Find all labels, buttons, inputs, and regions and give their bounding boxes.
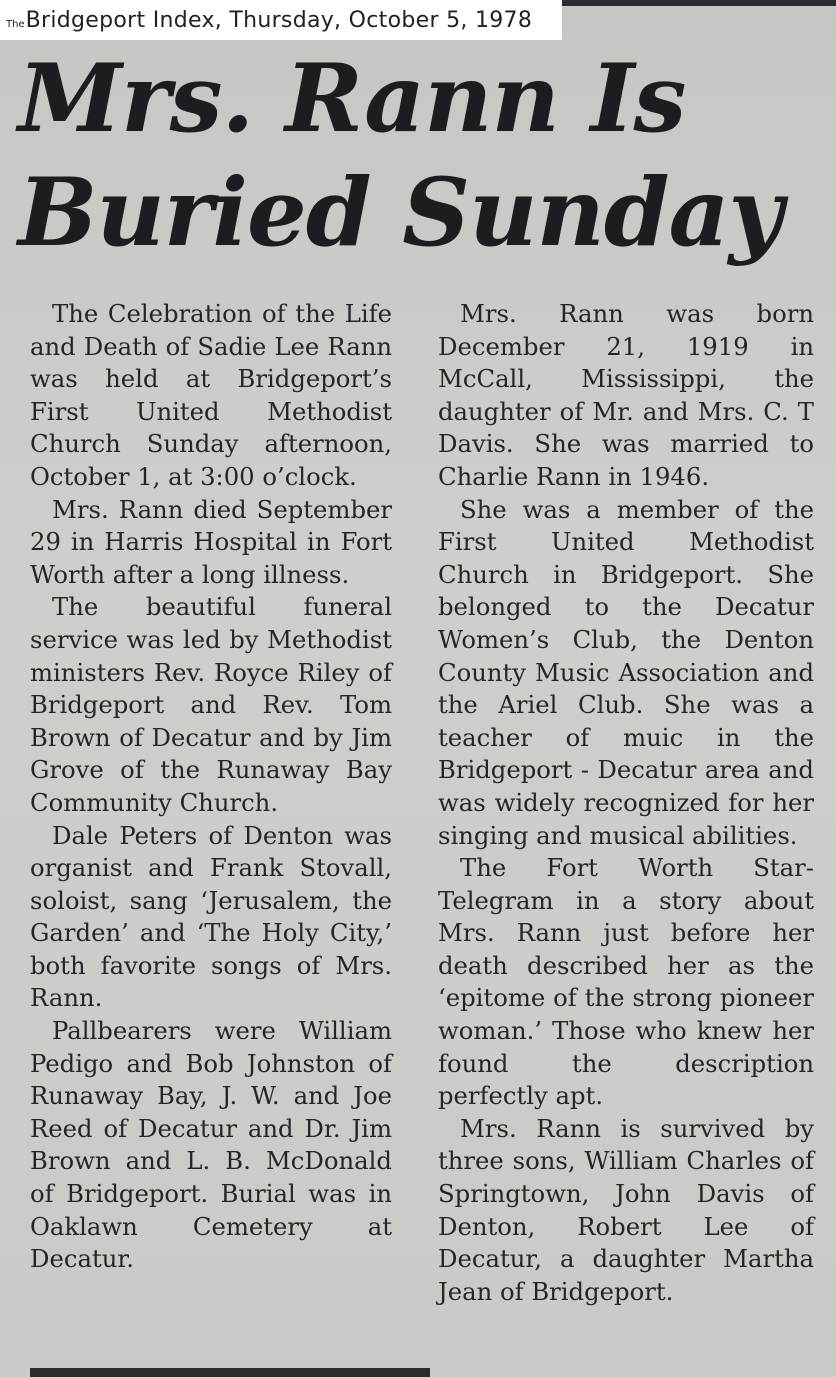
paragraph: She was a member of the First United Methodist Church in Bridgeport. She belonged to the Decatur Women’s Club, the Denton County Music Association and the Ariel Club. She was a teacher of muic in the Bridgeport - Decatur area and was widely recognized for her singing and musical abilities. [438,494,814,850]
paragraph: The Celebration of the Life and Death of Sadie Lee Rann was held at Bridgeport’s First United Methodist Church Sunday afternoon, October 1, at 3:00 o’clock. [30,299,392,491]
top-rule [560,0,836,6]
paragraph: The beautiful funeral service was led by Methodist ministers Rev. Royce Riley of Bridgeport and Rev. Tom Brown of Decatur and by Jim Grove of the Runaway Bay Community Church. [30,592,392,817]
headline-line-2: Buried Sunday [18,158,783,268]
paragraph: Dale Peters of Denton was organist and Frank Stovall, soloist, sang ‘Jerusalem, the Garden’ and ‘The Holy City,’ both favorite songs of Mrs. Rann. [30,820,392,1013]
headline-line-1: Mrs. Rann Is [18,44,686,154]
paragraph: The Fort Worth Star-Telegram in a story about Mrs. Rann just before her death described her as the ‘epitome of the strong pioneer woman.’ Those who knew her found the description perfectly apt. [438,853,814,1111]
headline [18,42,828,270]
paragraph: Mrs. Rann died September 29 in Harris Hospital in Fort Worth after a long illness. [30,494,392,589]
masthead-text: Bridgeport Index, Thursday, October 5, 1978 [25,7,533,33]
paragraph: Mrs. Rann is survived by three sons, William Charles of Springtown, John Davis of Denton, Robert Lee of Decatur, a daughter Martha Jean of Bridgeport. [438,1113,814,1306]
paragraph: Pallbearers were William Pedigo and Bob Johnston of Runaway Bay, J. W. and Joe Reed of Decatur and Dr. Jim Brown and L. B. McDonald of Bridgeport. Burial was in Oaklawn Cemetery at Decatur. [30,1016,392,1274]
paragraph: Mrs. Rann was born December 21, 1919 in McCall, Mississippi, the daughter of Mr. and Mrs. C. T Davis. She was married to Charlie Rann in 1946. [438,299,814,491]
right-column [438,298,814,1308]
bottom-rule [30,1368,430,1377]
masthead [0,0,562,40]
left-column [30,298,392,1276]
masthead-the: The [6,19,25,30]
